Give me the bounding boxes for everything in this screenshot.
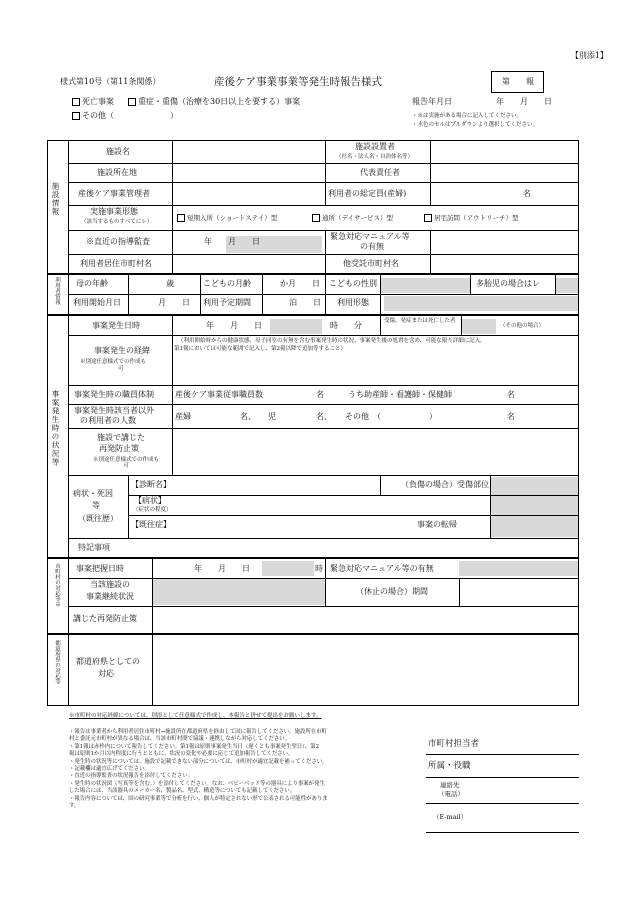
start-date-label: 利用開始月日 — [73, 298, 121, 307]
note-line: ・直近の指導監査の状況報告を添付してください。 — [69, 773, 193, 780]
planned-label: 利用予定期間 — [203, 298, 251, 307]
prevention-label: 施設で講じた — [97, 433, 145, 442]
audit-date[interactable]: 年 月 日 — [204, 237, 260, 246]
course-sub-2: 可 — [118, 366, 124, 372]
manager-label: 産後ケア事業管理者 — [78, 189, 150, 198]
child-age-label: こどもの月齢 — [203, 279, 251, 288]
user-city-label: 利用者居住市町村名 — [80, 259, 152, 268]
form-label: 利用形態 — [337, 298, 369, 307]
option-death[interactable]: 死亡事案 — [72, 98, 114, 107]
course-sub-1: ※別途任意様式での作成も — [80, 359, 147, 365]
checkbox[interactable] — [72, 98, 80, 106]
prevention-sub: ※別途任意様式での作成も可 — [92, 457, 159, 470]
format-label: 実施事業形態 — [90, 207, 138, 216]
format-opt-outreach[interactable]: 居宅訪問（アウトリーチ）型 — [424, 214, 519, 222]
diagnosis-label: 【診断名】 — [131, 480, 171, 489]
capacity-unit: 名 — [523, 189, 531, 198]
prefecture-label-2: 対応 — [98, 669, 114, 678]
datetime-value[interactable]: 年 月 日 — [206, 321, 262, 330]
datetime-label: 事案発生日時 — [92, 321, 140, 330]
note-line: ・記載欄は適宜広げてください。 — [69, 766, 150, 773]
course-note-2: 第1報においては可能な範囲で記入し、第2報以降で追加等すること） — [174, 346, 347, 352]
others-label-2: の利用者の人数 — [80, 416, 136, 425]
section-incident-label: 事案発生時の状況等 — [51, 390, 60, 467]
child-age-unit: か月 日 — [280, 279, 320, 288]
note-line: ・第1報は赤枠内について報告してください。第1報は原則事案発生当日（遅くとも事案発生翌日）、第2 — [69, 743, 320, 750]
prefecture-label: 都道府県としての — [76, 657, 140, 666]
note-line: した場合には、当該器具のメーカー名、製品名、型式、構造等についても記載してください。 — [69, 788, 296, 795]
checkbox[interactable] — [128, 98, 136, 106]
section-facility-label: 施設情報 — [51, 182, 60, 216]
option-other[interactable]: その他（ ） — [72, 112, 178, 121]
injury-site-label: （負傷の場合）受傷部位 — [401, 480, 489, 489]
others-child: 児 — [268, 412, 276, 421]
audit-label: ※直近の指導監査 — [86, 237, 150, 246]
attachment-label: 【別添1】 — [570, 51, 608, 60]
others-mother-unit: 名、 — [240, 412, 256, 421]
note-line: ・発生時の状況等については、施設で記載できない部分については、市町村が適宜記載を補ってください。 — [69, 758, 328, 765]
course-note-1: （利用開始時からの健康状態、母子同室の有無を含む事案発生時の状況、事案発生後の処置を含め、可能な限り詳細に記入。 — [178, 338, 486, 344]
note-line: ・発生時の状況図（写真等を含む。）を添付してください。なお、ベビーベッド等の器具により事案が発生 — [69, 780, 325, 787]
contact-label: 連絡先 — [440, 781, 460, 789]
contact-dept: 所属・役職 — [428, 761, 471, 771]
multiple-label: 多胎児の場合はレ — [476, 279, 540, 288]
condition-label-2: 等 — [92, 501, 100, 510]
condition-label-3: （既往歴） — [78, 514, 118, 523]
grasp-time[interactable]: 時 — [315, 564, 323, 573]
staff-nurse: うち助産師・看護師・保健師 — [348, 390, 452, 399]
note-required: ・※は実施がある場合に記入してください。 — [412, 113, 523, 119]
measures-label: 講じた再発防止策 — [73, 614, 137, 623]
symptom-label: 【病状】 — [134, 496, 166, 505]
facility-name-label: 施設名 — [106, 147, 130, 156]
manual-label-2: の有無 — [360, 242, 384, 251]
grasp-value[interactable]: 年 月 日 — [194, 564, 250, 573]
prevention-label-2: 再発防止策 — [99, 444, 139, 453]
mother-age-label: 母の年齢 — [76, 279, 108, 288]
condition-label: 病状・死因 — [73, 489, 113, 498]
victim-other: （その他の場合） — [500, 323, 545, 329]
form-number: 様式第10号（第11条関係） — [60, 77, 161, 86]
others-other-unit: 名 — [507, 412, 515, 421]
capacity-label: 利用者の総定員(産婦) — [328, 189, 407, 198]
footer-notes — [69, 729, 328, 810]
others-child-unit: 名、 — [316, 412, 332, 421]
continue-label-2: 事業継続状況 — [86, 592, 134, 601]
note-line: す。 — [69, 803, 80, 810]
start-date-value[interactable]: 月 日 — [158, 298, 190, 307]
founder-sub: （社名・法人名・自治体名等） — [336, 154, 414, 160]
note-line: ・報告は事業者から利用者居住市町村→施設所在都道府県を経由して国に報告してください。施設所在市町 — [69, 729, 327, 735]
contact-city: 市町村担当者 — [428, 739, 480, 749]
section-user-label: 利用者情報 — [54, 277, 60, 305]
format-opt-shortstay[interactable]: 短期入所（ショートステイ）型 — [177, 214, 277, 222]
mother-age-unit: 歳 — [166, 279, 174, 288]
continue-label: 当該施設の — [90, 580, 130, 589]
time-value[interactable]: 時 分 — [330, 321, 362, 330]
checkbox[interactable] — [312, 214, 320, 222]
staff-detail: 産後ケア事業従事職員数 — [175, 390, 263, 399]
others-label: 事案発生時該当者以外 — [74, 406, 154, 415]
child-sex-label: こどもの性別 — [329, 279, 377, 288]
symptom-sub: （症状の程度） — [133, 507, 172, 513]
outcome-label: 事案の転帰 — [417, 520, 457, 529]
contact-email[interactable]: （E-mail） — [433, 813, 468, 821]
checkbox[interactable] — [177, 214, 185, 222]
report-date-value[interactable]: 年 月 日 — [496, 97, 552, 106]
footer-main-note: ※市町村の対応経緯については、別添として任意様式で作成し、本報告と併せて提出をお願いします。 — [69, 713, 322, 719]
note-line: 村と委託元市町村が異なる場合は、当該市町村間で協議・連携しながら対応してください。 — [69, 736, 291, 743]
manual-label: 緊急対応マニュアル等 — [330, 232, 410, 241]
report-number-box[interactable]: 第 報 — [502, 77, 534, 86]
contact-tel[interactable]: （電話） — [438, 790, 464, 798]
history-label: 【既往症】 — [131, 520, 171, 529]
section-city-label: 市町村の対応等※ — [54, 563, 60, 607]
suspend-label: （休止の場合）期間 — [356, 587, 428, 596]
report-date-label: 報告年月日 — [412, 97, 452, 106]
staff-label: 事案発生時の職員体制 — [74, 390, 154, 399]
planned-unit: 泊 日 — [289, 298, 321, 307]
checkbox[interactable] — [72, 112, 80, 120]
note-line: ・報告内容については、国の研究事業等で分析を行い、個人が特定されない形で公表される可能性がありま — [69, 795, 328, 802]
checkbox[interactable] — [424, 214, 432, 222]
section-prefecture-label: 都道府県の対応等 — [54, 640, 60, 684]
others-mother: 産婦 — [175, 412, 191, 421]
note-dropdown: ・水色のセルはプルダウンより選択してください。 — [412, 122, 539, 128]
format-opt-dayservice[interactable]: 通所（デイサービス）型 — [312, 214, 393, 222]
course-label: 事案発生の経緯 — [94, 346, 150, 355]
city-manual-label: 緊急対応マニュアル等の有無 — [330, 564, 434, 573]
note-line: 報は原則1か月以内程度に行うとともに、状況の変化や必要に応じて追加報告してください。 — [69, 751, 294, 758]
page-title: 産後ケア事業事業等発生時報告様式 — [214, 76, 382, 88]
grasp-label: 事案把握日時 — [76, 564, 124, 573]
staff-unit: 名 — [316, 390, 324, 399]
option-serious[interactable]: 重症・重傷（治療を30日以上を要する）事案 — [128, 98, 300, 107]
representative-label: 代表責任者 — [360, 168, 400, 177]
staff-nurse-unit: 名 — [507, 390, 515, 399]
founder-label: 施設設置者 — [355, 142, 395, 151]
format-sub: （該当するものすべてにレ） — [81, 219, 153, 225]
victim-label: 受傷、発症または死亡した者 — [384, 318, 456, 324]
special-label: 特記事項 — [78, 543, 110, 552]
consign-city-label: 他受託市町村名 — [343, 259, 399, 268]
others-other: その他 （ ） — [345, 412, 437, 421]
address-label: 施設所在地 — [97, 168, 137, 177]
